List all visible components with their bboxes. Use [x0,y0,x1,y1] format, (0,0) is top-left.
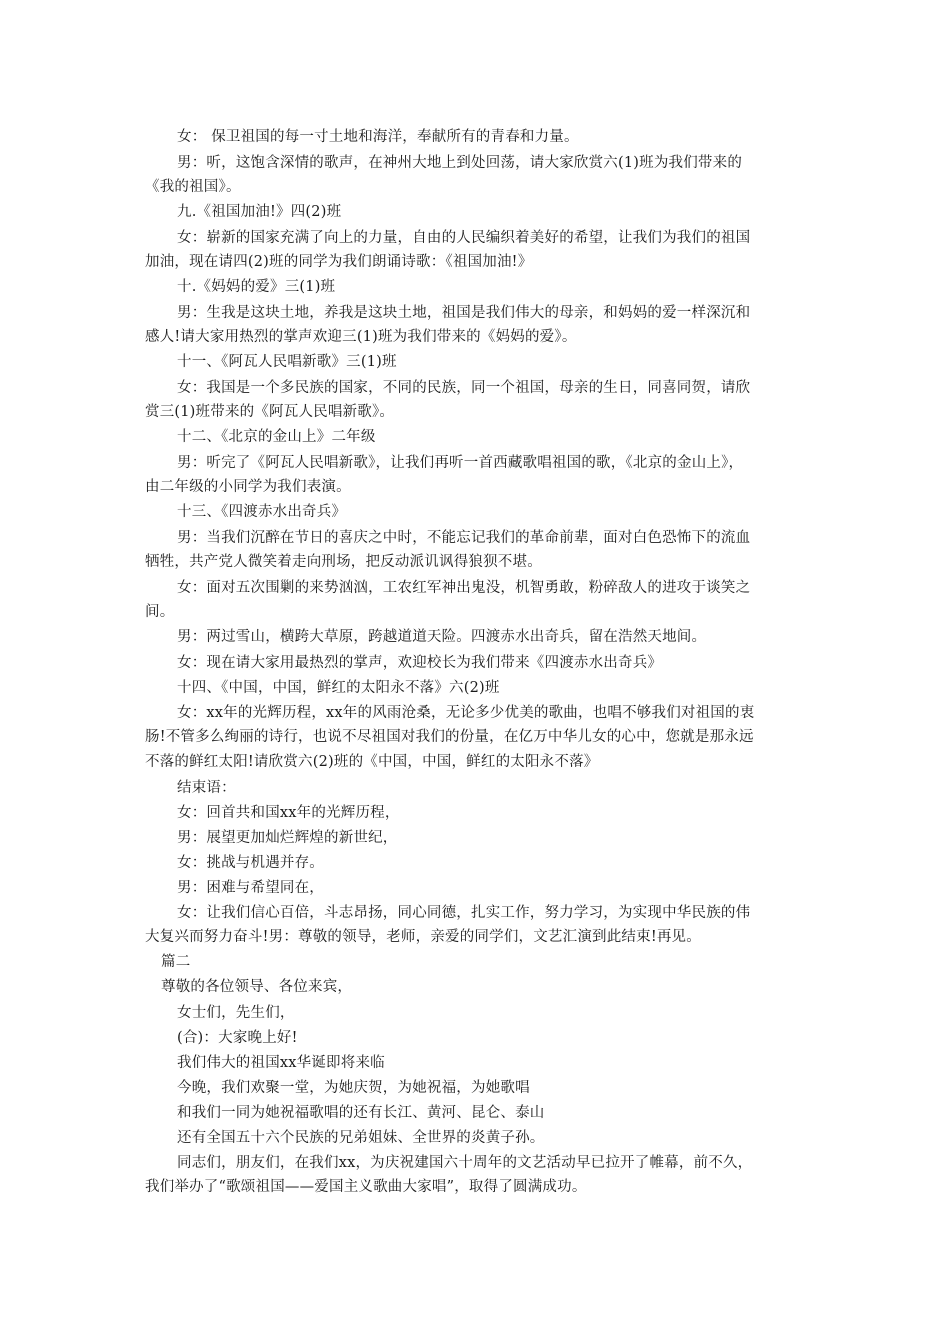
text-line: 女士们，先生们， [177,1005,295,1021]
text-line: 女：面对五次围剿的来势汹汹，工农红军神出鬼没，机智勇敢，粉碎敌人的进攻于谈笑之 [177,580,751,596]
text-line: 女：挑战与机遇并存。 [177,855,324,871]
text-line: 十三、《四渡赤水出奇兵》 [177,504,347,520]
text-line: 间。 [145,604,175,620]
text-line: 《我的祖国》。 [145,179,241,195]
text-line: 和我们一同为她祝福歌唱的还有长江、黄河、昆仑、泰山 [177,1105,545,1121]
text-line: 女：崭新的国家充满了向上的力量，自由的人民编织着美好的希望，让我们为我们的祖国 [177,230,751,246]
text-line: 同志们，朋友们，在我们xx，为庆祝建国六十周年的文艺活动早已拉开了帷幕，前不久， [177,1155,753,1171]
text-line: 男：听完了《阿瓦人民唱新歌》，让我们再听一首西藏歌唱祖国的歌，《北京的金山上》， [177,455,744,471]
text-line: 男：听，这饱含深情的歌声，在神州大地上到处回荡，请大家欣赏六(1)班为我们带来的 [177,155,743,171]
text-line: 男：困难与希望同在， [177,880,324,896]
text-line: 男：两过雪山，横跨大草原，跨越道道天险。四渡赤水出奇兵，留在浩然天地间。 [177,629,707,645]
text-line: 女： 保卫祖国的每一寸土地和海洋，奉献所有的青春和力量。 [177,129,579,145]
text-line: 今晚，我们欢聚一堂，为她庆贺，为她祝福，为她歌唱 [177,1080,530,1096]
text-line: 女：现在请大家用最热烈的掌声，欢迎校长为我们带来《四渡赤水出奇兵》 [177,655,663,671]
text-line: 男：展望更加灿烂辉煌的新世纪， [177,830,398,846]
text-line: 大复兴而努力奋斗!男：尊敬的领导，老师，亲爱的同学们，文艺汇演到此结束!再见。 [145,929,701,945]
text-line: 不落的鲜红太阳!请欣赏六(2)班的《中国，中国，鲜红的太阳永不落》 [145,754,599,770]
text-line: 我们举办了“歌颂祖国——爱国主义歌曲大家唱”，取得了圆满成功。 [145,1179,587,1195]
text-line: 赏三(1)班带来的《阿瓦人民唱新歌》。 [145,404,395,420]
text-line: 女：让我们信心百倍，斗志昂扬，同心同德，扎实工作，努力学习，为实现中华民族的伟 [177,905,751,921]
text-line: 十.《妈妈的爱》三(1)班 [177,279,336,295]
text-line: 男：生我是这块土地，养我是这块土地，祖国是我们伟大的母亲，和妈妈的爱一样深沉和 [177,305,751,321]
text-line: 我们伟大的祖国xx华诞即将来临 [177,1055,385,1071]
text-line: 感人!请大家用热烈的掌声欢迎三(1)班为我们带来的《妈妈的爱》。 [145,329,577,345]
text-line: 还有全国五十六个民族的兄弟姐妹、全世界的炎黄子孙。 [177,1130,545,1146]
text-line: 由二年级的小同学为我们表演。 [145,479,351,495]
text-line: 加油，现在请四(2)班的同学为我们朗诵诗歌：《祖国加油!》 [145,254,533,270]
text-line: 牺牲，共产党人微笑着走向刑场，把反动派讥讽得狼狈不堪。 [145,554,542,570]
text-line: 九.《祖国加油!》四(2)班 [177,204,342,220]
text-line: 女：回首共和国xx年的光辉历程， [177,805,400,821]
text-line: 女：我国是一个多民族的国家，不同的民族，同一个祖国，母亲的生日，同喜同贺，请欣 [177,380,751,396]
text-line: 女：xx年的光辉历程，xx年的风雨沧桑，无论多少优美的歌曲，也唱不够我们对祖国的衷 [177,705,755,721]
text-line: 结束语： [177,780,236,796]
text-line: 十二、《北京的金山上》二年级 [177,429,376,445]
text-line: 尊敬的各位领导、各位来宾， [161,979,353,995]
text-line: 十四、《中国，中国，鲜红的太阳永不落》六(2)班 [177,680,500,696]
text-line: 十一、《阿瓦人民唱新歌》三(1)班 [177,354,397,370]
text-line: 男：当我们沉醉在节日的喜庆之中时，不能忘记我们的革命前辈，面对白色恐怖下的流血 [177,530,751,546]
section-heading: 篇二 [161,954,191,970]
text-line: 肠!不管多么绚丽的诗行，也说不尽祖国对我们的份量，在亿万中华儿女的心中，您就是那永远 [145,729,754,745]
text-line: (合)：大家晚上好! [177,1030,298,1046]
